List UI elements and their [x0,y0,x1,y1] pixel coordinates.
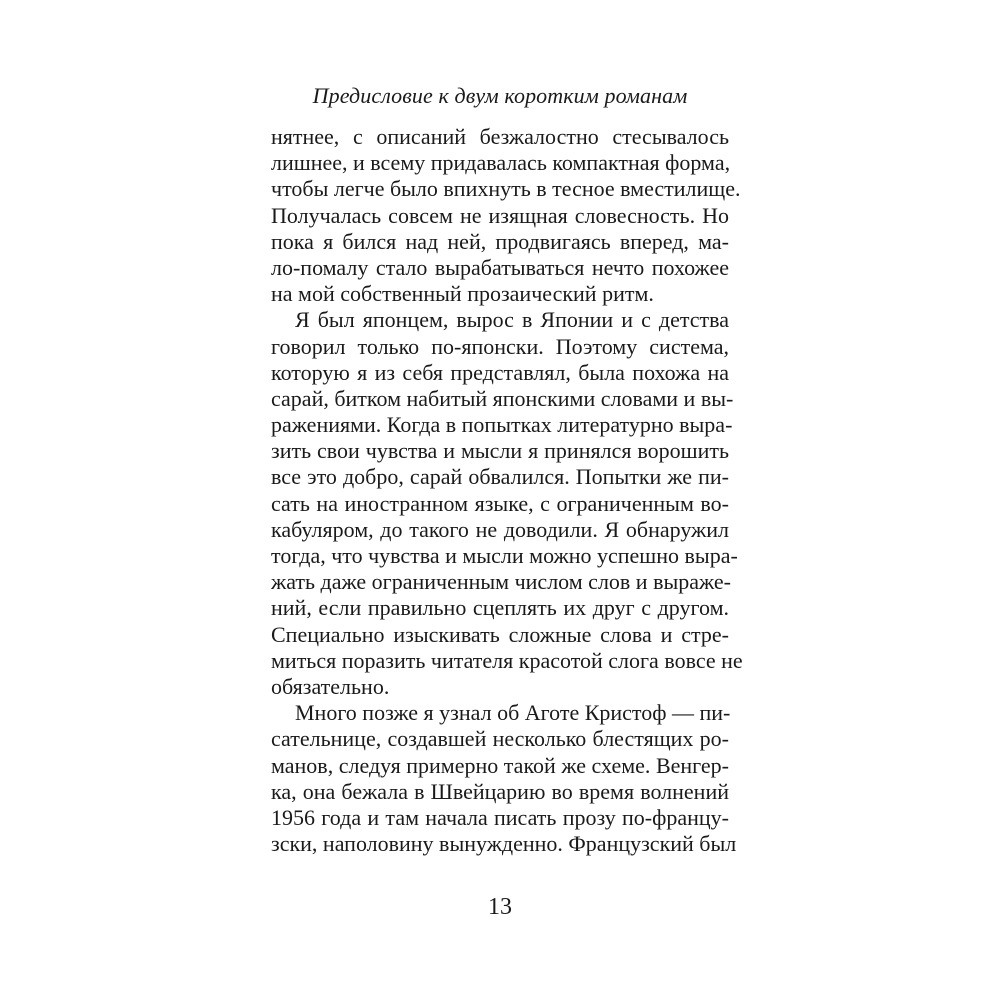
text-line: зить свои чувства и мысли я принялся ворошить [271,438,729,464]
text-line: Специально изыскивать сложные слова и стре- [271,621,729,647]
text-line: кабуляром, до такого не доводили. Я обнаружил [271,516,729,542]
text-line: тогда, что чувства и мысли можно успешно выра- [271,543,738,568]
text-line: Я был японцем, вырос в Японии и с детства [295,307,729,333]
text-line: нятнее, с описаний безжалостно стесывалось [271,124,729,149]
text-line: обязательно. [271,673,390,699]
text-line: Получалась совсем не изящная словесность. Но [271,202,729,228]
text-line: лишнее, и всему придавалась компактная форма, [271,150,731,176]
text-line: ний, если правильно сцеплять их друг с другом. [271,595,729,621]
text-line: 1956 года и там начала писать прозу по-францу- [271,804,729,830]
text-line: зски, наполовину вынужденно. Французский был [271,831,737,857]
text-line: пока я бился над ней, продвигаясь вперед, ма- [271,228,729,254]
text-line: ражениями. Когда в попытках литературно выра- [271,412,733,438]
page-number: 13 [488,894,512,920]
text-line: на мой собственный прозаический ритм. [271,281,654,307]
text-line: сательнице, создавшей несколько блестящих ро- [271,726,729,752]
text-line: сарай, битком набитый японскими словами и вы- [271,385,734,411]
text-line: говорил только по-японски. Поэтому система, [271,333,729,359]
text-line: сать на иностранном языке, с ограниченным во- [271,490,729,516]
text-line: миться поразить читателя красотой слога вовсе не [271,647,743,673]
running-head: Предисловие к двум коротким романам [312,83,688,108]
text-line: Много позже я узнал об Аготе Кристоф — пи- [295,700,731,726]
text-line: чтобы легче было впихнуть в тесное вместилище. [271,176,741,202]
text-line: манов, следуя примерно такой же схеме. Венгер- [271,752,729,778]
body-text [271,124,743,857]
text-line: жать даже ограниченным числом слов и выраже- [271,569,732,595]
text-line: ло-помалу стало вырабатываться нечто похожее [271,254,729,280]
text-line: ка, она бежала в Швейцарию во время волнений [271,778,729,804]
text-line: все это добро, сарай обвалился. Попытки же пи- [271,464,729,490]
text-line: которую я из себя представлял, была похожа на [271,359,729,385]
